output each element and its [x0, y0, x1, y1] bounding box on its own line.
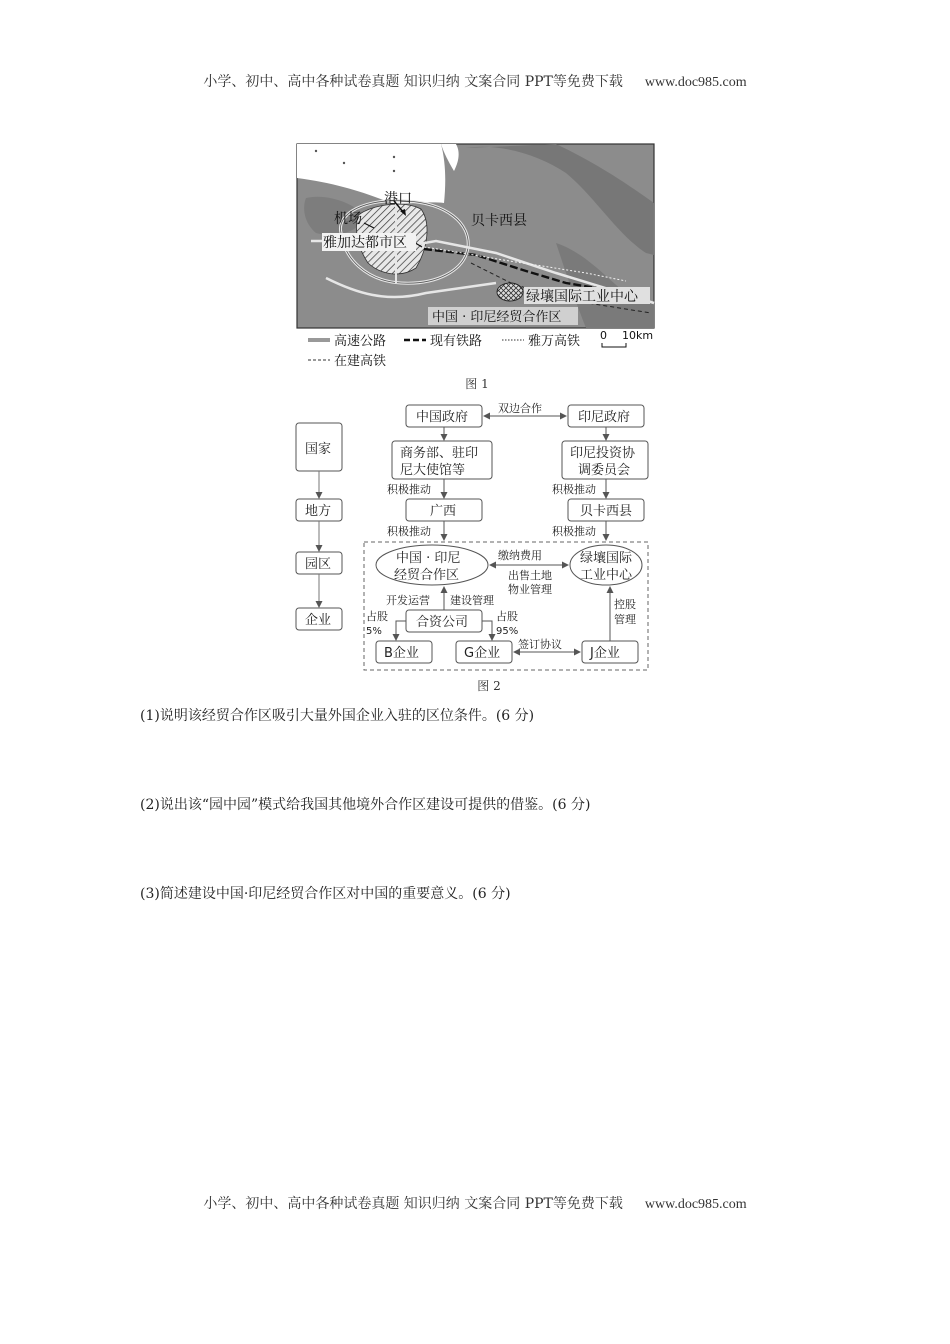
node-cn-ministry-label-2: 尼大使馆等	[400, 463, 466, 478]
page-footer	[0, 1193, 950, 1213]
node-greenland-label-1: 绿壤国际	[580, 551, 633, 566]
figure1-caption: 图 1	[465, 377, 489, 391]
label-jakarta: 雅加达都市区	[323, 235, 407, 251]
node-cn-gov-label: 中国政府	[416, 410, 469, 425]
figure2-flowchart	[290, 398, 660, 676]
question-3: (3)简述建设中国·印尼经贸合作区对中国的重要意义。(6 分)	[140, 886, 511, 902]
edge-control-1: 控股	[614, 598, 636, 611]
label-greenland: 绿壤国际工业中心	[526, 289, 638, 305]
node-zone-label-1: 中国 · 印尼	[396, 551, 461, 566]
node-cn-ministry-label-1: 商务部、驻印	[400, 446, 479, 461]
industrial-zone-area	[497, 283, 523, 301]
edge-sign: 签订协议	[518, 638, 562, 651]
header-text: 小学、初中、高中各种试卷真题 知识归纳 文案合同 PPT等免费下载	[203, 74, 623, 90]
level-enterprise: 企业	[305, 613, 332, 628]
edge-promote-3: 积极推动	[387, 525, 431, 538]
footer-text: 小学、初中、高中各种试卷真题 知识归纳 文案合同 PPT等免费下载	[203, 1196, 623, 1212]
edge-share-b: 占股	[366, 610, 388, 623]
label-airport: 机场	[334, 211, 362, 227]
figure2-caption: 图 2	[477, 679, 501, 693]
scale-km: 10km	[622, 329, 654, 342]
label-bekasi: 贝卡西县	[471, 213, 527, 229]
question-2: (2)说出该“园中园”模式给我国其他境外合作区建设可提供的借鉴。(6 分)	[140, 797, 591, 813]
legend-highway: 高速公路	[334, 334, 387, 349]
footer-site: www.doc985.com	[644, 1197, 747, 1212]
node-greenland-label-2: 工业中心	[580, 568, 633, 583]
node-id-board-label-2: 调委员会	[578, 463, 631, 478]
node-j-ent-label: J企业	[590, 646, 620, 661]
edge-build: 建设管理	[450, 594, 494, 607]
level-park: 园区	[305, 557, 332, 572]
label-port: 港口	[384, 191, 412, 207]
scale-zero: 0	[600, 329, 607, 342]
edge-share-b-pct: 5%	[366, 626, 382, 637]
level-country: 国家	[305, 442, 332, 457]
map-legend	[308, 329, 653, 369]
legend-hsr-building: 在建高铁	[334, 354, 387, 369]
node-zone-label-2: 经贸合作区	[394, 568, 460, 583]
edge-develop: 开发运营	[386, 594, 430, 607]
legend-railway: 现有铁路	[430, 334, 483, 349]
label-zone: 中国 · 印尼经贸合作区	[432, 310, 562, 325]
level-local: 地方	[305, 504, 332, 519]
edge-sell-1: 出售土地	[508, 569, 552, 582]
node-bekasi-label: 贝卡西县	[580, 504, 633, 519]
edge-fee: 缴纳费用	[498, 549, 542, 562]
edge-promote-1: 积极推动	[387, 483, 431, 496]
map-frame	[297, 144, 654, 328]
edge-bilateral: 双边合作	[498, 402, 542, 415]
legend-hsr: 雅万高铁	[528, 334, 581, 349]
edge-promote-2: 积极推动	[552, 483, 596, 496]
page-header	[0, 71, 950, 91]
node-id-board-label-1: 印尼投资协	[570, 446, 636, 461]
node-g-ent-label: G企业	[464, 646, 501, 661]
node-jv-label: 合资公司	[416, 615, 469, 630]
edge-share-g-pct: 95%	[496, 626, 519, 637]
question-1: (1)说明该经贸合作区吸引大量外国企业入驻的区位条件。(6 分)	[140, 708, 535, 724]
edge-share-g: 占股	[496, 610, 518, 623]
node-guangxi-label: 广西	[430, 504, 457, 519]
figure1-map	[296, 143, 658, 373]
edge-control-2: 管理	[614, 613, 636, 626]
edge-promote-4: 积极推动	[552, 525, 596, 538]
edge-sell-2: 物业管理	[508, 583, 552, 596]
node-b-ent-label: B企业	[384, 646, 419, 661]
node-id-gov-label: 印尼政府	[578, 410, 631, 425]
header-site: www.doc985.com	[644, 75, 747, 90]
